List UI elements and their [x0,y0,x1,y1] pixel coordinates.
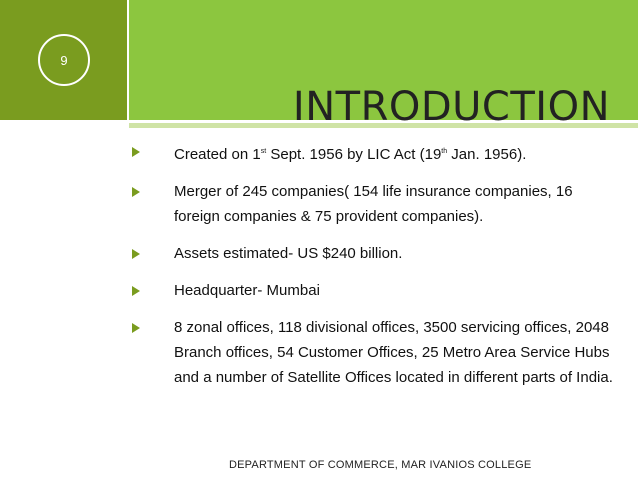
bullet-item [128,315,618,390]
bullet-text: Headquarter- Mumbai [174,282,320,299]
slide-footer: DEPARTMENT OF COMMERCE, MAR IVANIOS COLLEGE [229,459,532,471]
bullet-text: 8 zonal offices, 118 divisional offices, 3500 servicing offices, 2048 Branch offices, 54 Customer Offices, 25 Metro Area Service Hubs and a number of Satellite Offices located in different parts of India. [174,319,613,386]
bullet-text: Merger of 245 companies( 154 life insurance companies, 16 foreign companies & 75 provident companies). [174,183,573,225]
bullet-arrow-icon [132,286,140,296]
bullet-list [128,139,618,402]
bullet-arrow-icon [132,147,140,157]
bullet-text: Created on 1st Sept. 1956 by LIC Act (19th Jan. 1956). [174,146,527,163]
bullet-item [128,278,618,303]
bullet-text: Assets estimated- US $240 billion. [174,245,403,262]
bullet-arrow-icon [132,187,140,197]
page-number-badge: 9 [38,34,90,86]
bullet-arrow-icon [132,323,140,333]
bullet-item [128,139,618,167]
bullet-arrow-icon [132,249,140,259]
bullet-item [128,179,618,229]
bullet-item [128,241,618,266]
slide-title: INTRODUCTION [292,83,610,130]
